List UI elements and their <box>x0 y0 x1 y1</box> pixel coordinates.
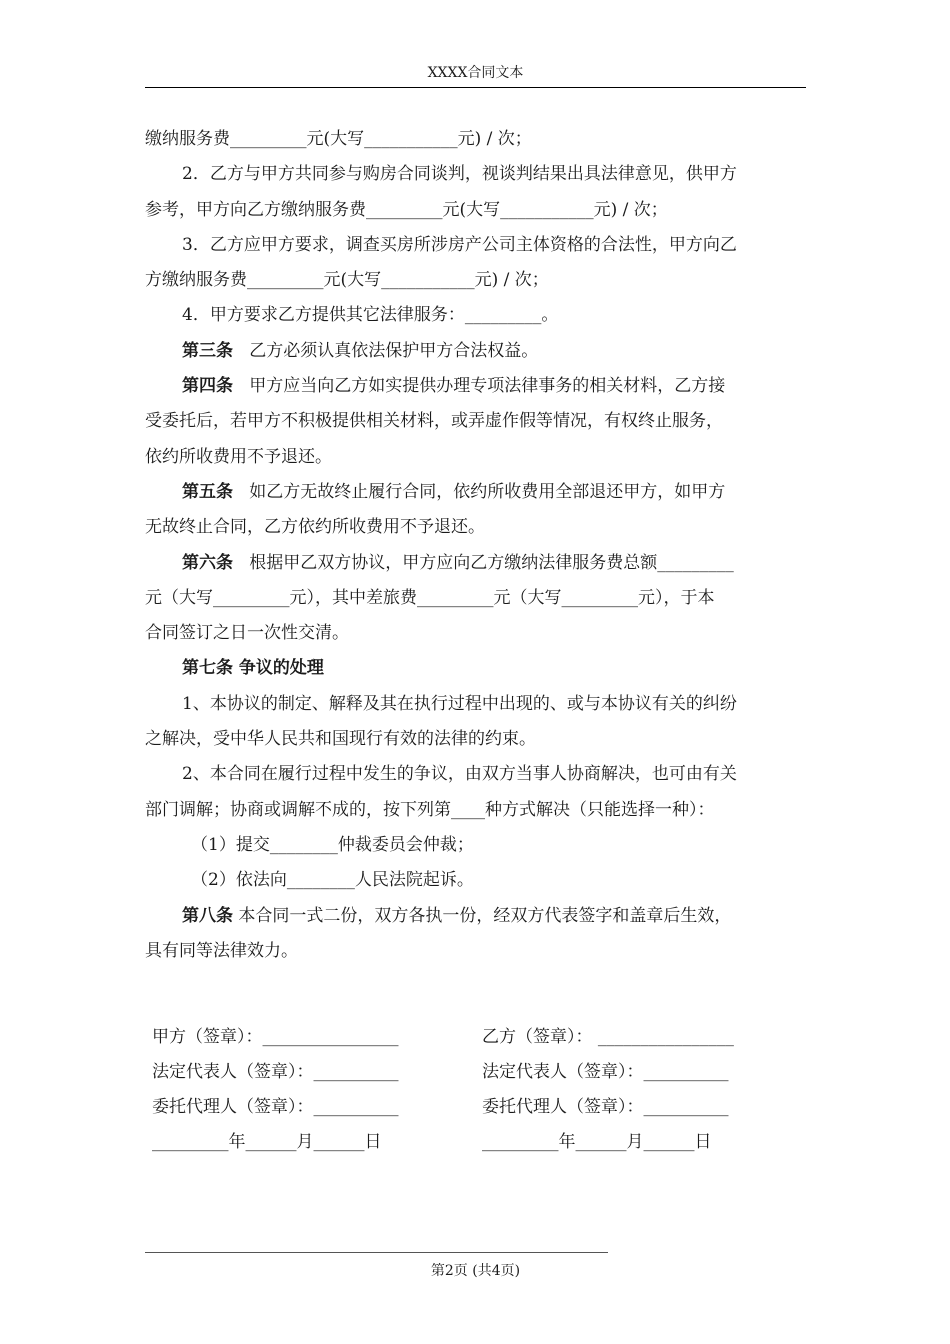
party-a-sign: 甲方（签章）：________________ <box>152 1027 399 1047</box>
article-8-line: 具有同等法律效力。 <box>145 940 298 961</box>
article-4-label: 第四条 <box>182 376 233 397</box>
article-6-line: 元（大写_________元），其中差旅费_________元（大写_________元），于本 <box>145 587 715 608</box>
article-6-text: 根据甲乙双方协议，甲方应向乙方缴纳法律服务费总额_________ <box>249 552 734 573</box>
signature-row <box>152 1125 812 1160</box>
article-3-label: 第三条 <box>182 340 233 361</box>
article-4 <box>145 369 809 404</box>
header-divider <box>145 87 806 88</box>
signature-block <box>152 1020 812 1160</box>
party-b-sign: 乙方（签章）： ________________ <box>482 1027 734 1047</box>
party-a-agent: 委托代理人（签章）：__________ <box>152 1097 399 1117</box>
page-footer <box>145 1262 806 1280</box>
article-8 <box>145 899 809 934</box>
article-6-line: 合同签订之日一次性交清。 <box>145 623 349 644</box>
article-5-line: 无故终止合同，乙方依约所收费用不予退还。 <box>145 517 485 538</box>
page-number: 第2页 (共4页) <box>430 1263 521 1279</box>
clause-line: 缴纳服务费_________元(大写___________元) / 次； <box>145 129 532 149</box>
article-5-text: 如乙方无故终止履行合同，依约所收费用全部退还甲方，如甲方 <box>249 481 726 502</box>
article-4-line: 受委托后，若甲方不积极提供相关材料，或弄虚作假等情况，有权终止服务， <box>145 411 723 432</box>
article-5 <box>145 475 809 510</box>
article-7-option-2: （2）依法向________人民法院起诉。 <box>191 870 474 891</box>
article-4-text: 甲方应当向乙方如实提供办理专项法律事务的相关材料，乙方接 <box>249 376 726 397</box>
party-b-date: _________年______月______日 <box>482 1132 712 1152</box>
contract-body <box>145 122 809 969</box>
article-7-clause-1: 1、本协议的制定、解释及其在执行过程中出现的、或与本协议有关的纠纷 <box>182 693 737 714</box>
article-8-text: 本合同一式二份，双方各执一份，经双方代表签字和盖章后生效， <box>238 905 732 926</box>
article-7-clause-2: 2、本合同在履行过程中发生的争议，由双方当事人协商解决，也可由有关 <box>182 764 737 785</box>
article-7-line: 之解决，受中华人民共和国现行有效的法律的约束。 <box>145 729 536 750</box>
signature-row <box>152 1090 812 1125</box>
signature-row <box>152 1055 812 1090</box>
article-8-label: 第八条 <box>182 905 233 926</box>
clause-line: 方缴纳服务费_________元(大写___________元) / 次； <box>145 270 549 291</box>
clause-line: 2．乙方与甲方共同参与购房合同谈判，视谈判结果出具法律意见，供甲方 <box>182 164 737 185</box>
article-7-line: 部门调解；协商或调解不成的，按下列第____种方式解决（只能选择一种）： <box>145 799 715 820</box>
article-3-text: 乙方必须认真依法保护甲方合法权益。 <box>249 340 539 361</box>
article-3 <box>145 334 809 369</box>
article-6-label: 第六条 <box>182 552 233 573</box>
clause-line: 3．乙方应甲方要求，调查买房所涉房产公司主体资格的合法性，甲方向乙 <box>182 234 737 255</box>
header-title: XXXX合同文本 <box>427 65 524 81</box>
article-5-label: 第五条 <box>182 481 233 502</box>
party-a-date: _________年______月______日 <box>152 1132 382 1152</box>
footer-divider <box>145 1252 608 1253</box>
clause-line: 参考，甲方向乙方缴纳服务费_________元(大写___________元) / 次； <box>145 199 668 220</box>
clause-line: 4．甲方要求乙方提供其它法律服务：_________。 <box>182 305 559 326</box>
article-7-title: 第七条 争议的处理 <box>182 658 324 679</box>
party-a-representative: 法定代表人（签章）：__________ <box>152 1062 399 1082</box>
article-4-line: 依约所收费用不予退还。 <box>145 446 332 467</box>
article-6 <box>145 546 809 581</box>
party-b-agent: 委托代理人（签章）：__________ <box>482 1097 729 1117</box>
signature-row <box>152 1020 812 1055</box>
party-b-representative: 法定代表人（签章）：__________ <box>482 1062 729 1082</box>
article-7-option-1: （1）提交________仲裁委员会仲裁； <box>191 834 474 855</box>
page-header <box>145 64 806 82</box>
